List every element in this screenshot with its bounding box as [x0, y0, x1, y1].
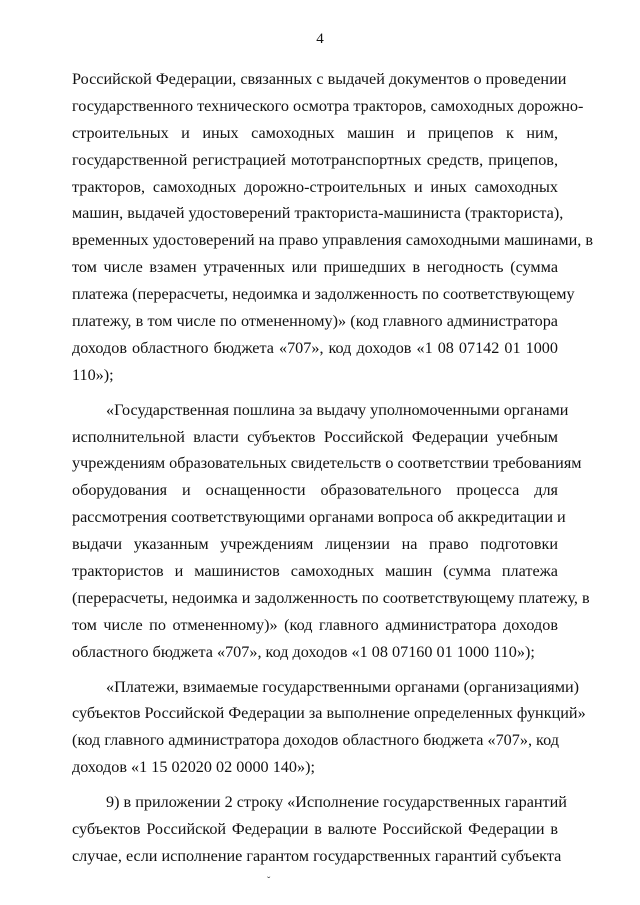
text-line: трактористов и машинистов самоходных машин (сумма платежа [72, 562, 558, 581]
text-line: субъектов Российской Федерации в валюте Российской Федерации в [72, 820, 558, 839]
text-line: доходов «1 15 02020 02 0000 140»); [72, 758, 315, 777]
text-line: выдачи указанным учреждениям лицензии на право подготовки [72, 535, 558, 554]
text-line: государственной регистрацией мототранспортных средств, прицепов, [72, 150, 558, 169]
document-body [72, 66, 594, 870]
text-line: «Платежи, взимаемые государственными органами (организациями) [106, 677, 580, 696]
text-line: «Государственная пошлина за выдачу уполномоченными органами [106, 400, 569, 419]
scan-mark: ˇ [267, 876, 271, 887]
text-line: государственного технического осмотра тракторов, самоходных дорожно- [72, 96, 584, 115]
text-line: (код главного администратора доходов областного бюджета «707», код [72, 731, 559, 750]
text-line: областного бюджета «707», код доходов «1 08 07160 01 1000 110»); [72, 642, 535, 661]
paragraph-4 [72, 789, 567, 870]
text-line: строительных и иных самоходных машин и прицепов к ним, [72, 123, 558, 142]
text-line: временных удостоверений на право управления самоходными машинами, в [72, 231, 594, 250]
text-line: машин, выдачей удостоверений тракториста-машиниста (тракториста), [72, 204, 564, 223]
text-line: случае, если исполнение гарантом государственных гарантий субъекта [72, 846, 562, 865]
text-line: (перерасчеты, недоимка и задолженность по соответствующему платежу, в [72, 588, 590, 607]
page-number: 4 [316, 31, 324, 47]
text-line: учреждениям образовательных свидетельств о соответствии требованиям [72, 454, 582, 473]
text-line: том числе взамен утраченных или пришедших в негодность (сумма [72, 258, 558, 277]
paragraph-3 [72, 674, 586, 782]
text-line: рассмотрения соответствующими органами вопроса об аккредитации и [72, 508, 566, 527]
text-line: исполнительной власти субъектов Российской Федерации учебным [72, 427, 558, 446]
text-line: 9) в приложении 2 строку «Исполнение государственных гарантий [106, 793, 567, 812]
paragraph-2 [72, 397, 590, 666]
paragraph-1 [72, 66, 594, 389]
text-line: оборудования и оснащенности образовательного процесса для [72, 481, 558, 500]
text-line: платежу, в том числе по отмененному)» (код главного администратора [72, 312, 558, 331]
text-line: платежа (перерасчеты, недоимка и задолженность по соответствующему [72, 285, 575, 304]
text-line: доходов областного бюджета «707», код доходов «1 08 07142 01 1000 [72, 338, 558, 357]
text-line: том числе по отмененному)» (код главного администратора доходов [72, 615, 558, 634]
text-line: 110»); [72, 365, 114, 384]
text-line: Российской Федерации, связанных с выдачей документов о проведении [72, 70, 567, 88]
text-line: субъектов Российской Федерации за выполнение определенных функций» [72, 704, 586, 723]
text-line: тракторов, самоходных дорожно-строительных и иных самоходных [72, 177, 558, 196]
